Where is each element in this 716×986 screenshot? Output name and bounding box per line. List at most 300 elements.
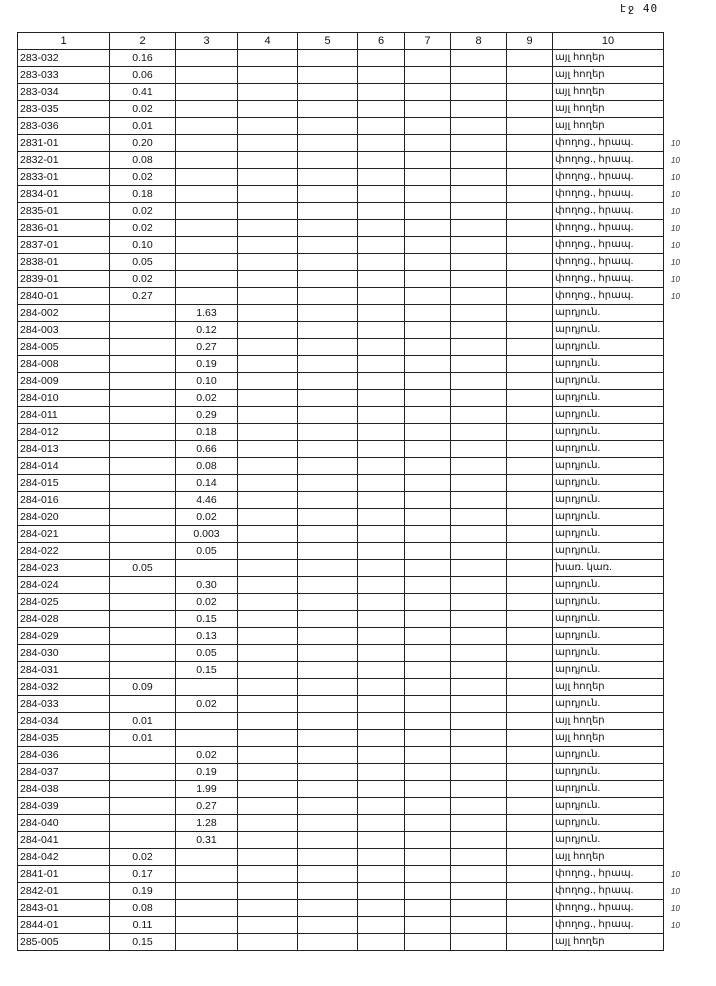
column-header-9: 9 bbox=[507, 33, 553, 50]
col5-cell bbox=[298, 900, 358, 917]
parcel-code-cell: 283-033 bbox=[18, 67, 110, 84]
col8-cell bbox=[451, 594, 507, 611]
parcel-code-cell: 2835-01 bbox=[18, 203, 110, 220]
col8-cell bbox=[451, 696, 507, 713]
table-row bbox=[18, 900, 664, 917]
table-row bbox=[18, 169, 664, 186]
col2-value-cell: 0.02 bbox=[110, 101, 176, 118]
col3-value-cell: 0.10 bbox=[176, 373, 238, 390]
table-row bbox=[18, 288, 664, 305]
col4-cell bbox=[238, 679, 298, 696]
col3-value-cell: 0.19 bbox=[176, 764, 238, 781]
col8-cell bbox=[451, 407, 507, 424]
col5-cell bbox=[298, 237, 358, 254]
col4-cell bbox=[238, 305, 298, 322]
table-row bbox=[18, 645, 664, 662]
land-use-cell: արդյուն. bbox=[553, 764, 664, 781]
land-use-cell: այլ հողեր bbox=[553, 849, 664, 866]
land-use-cell: արդյուն. bbox=[553, 407, 664, 424]
col6-cell bbox=[358, 577, 405, 594]
parcel-code-cell: 284-028 bbox=[18, 611, 110, 628]
col9-cell bbox=[507, 441, 553, 458]
parcel-code-cell: 284-010 bbox=[18, 390, 110, 407]
table-row bbox=[18, 424, 664, 441]
col2-value-cell bbox=[110, 594, 176, 611]
table-row bbox=[18, 509, 664, 526]
col3-value-cell bbox=[176, 849, 238, 866]
col4-cell bbox=[238, 849, 298, 866]
parcel-code-cell: 284-034 bbox=[18, 713, 110, 730]
col5-cell bbox=[298, 577, 358, 594]
col2-value-cell: 0.19 bbox=[110, 883, 176, 900]
col6-cell bbox=[358, 849, 405, 866]
col5-cell bbox=[298, 679, 358, 696]
col9-cell bbox=[507, 662, 553, 679]
table-row bbox=[18, 798, 664, 815]
col5-cell bbox=[298, 543, 358, 560]
col3-value-cell: 0.27 bbox=[176, 339, 238, 356]
col2-value-cell bbox=[110, 390, 176, 407]
land-use-cell: արդյուն. bbox=[553, 390, 664, 407]
col7-cell bbox=[405, 424, 451, 441]
parcel-code-cell: 284-036 bbox=[18, 747, 110, 764]
col4-cell bbox=[238, 322, 298, 339]
land-use-cell: արդյուն. bbox=[553, 696, 664, 713]
col5-cell bbox=[298, 203, 358, 220]
col2-value-cell bbox=[110, 815, 176, 832]
col2-value-cell bbox=[110, 526, 176, 543]
col8-cell bbox=[451, 509, 507, 526]
col3-value-cell: 0.15 bbox=[176, 611, 238, 628]
col7-cell bbox=[405, 611, 451, 628]
col8-cell bbox=[451, 730, 507, 747]
col6-cell bbox=[358, 509, 405, 526]
col9-cell bbox=[507, 611, 553, 628]
col9-cell bbox=[507, 424, 553, 441]
col3-value-cell: 1.99 bbox=[176, 781, 238, 798]
col9-cell bbox=[507, 764, 553, 781]
col8-cell bbox=[451, 900, 507, 917]
col5-cell bbox=[298, 492, 358, 509]
table-row bbox=[18, 203, 664, 220]
col4-cell bbox=[238, 441, 298, 458]
col4-cell bbox=[238, 764, 298, 781]
col5-cell bbox=[298, 475, 358, 492]
col5-cell bbox=[298, 849, 358, 866]
col4-cell bbox=[238, 203, 298, 220]
col4-cell bbox=[238, 373, 298, 390]
col3-value-cell: 0.05 bbox=[176, 543, 238, 560]
land-use-cell: այլ հողեր bbox=[553, 118, 664, 135]
table-row bbox=[18, 373, 664, 390]
col7-cell bbox=[405, 441, 451, 458]
col5-cell bbox=[298, 152, 358, 169]
col7-cell bbox=[405, 526, 451, 543]
col4-cell bbox=[238, 492, 298, 509]
col3-value-cell bbox=[176, 118, 238, 135]
col5-cell bbox=[298, 866, 358, 883]
col7-cell bbox=[405, 271, 451, 288]
col2-value-cell: 0.05 bbox=[110, 560, 176, 577]
col9-cell bbox=[507, 713, 553, 730]
col5-cell bbox=[298, 305, 358, 322]
col9-cell bbox=[507, 186, 553, 203]
col7-cell bbox=[405, 203, 451, 220]
col7-cell bbox=[405, 135, 451, 152]
col2-value-cell: 0.02 bbox=[110, 203, 176, 220]
col9-cell bbox=[507, 50, 553, 67]
land-use-cell: արդյուն. bbox=[553, 373, 664, 390]
col5-cell bbox=[298, 560, 358, 577]
col6-cell bbox=[358, 730, 405, 747]
col3-value-cell bbox=[176, 152, 238, 169]
col3-value-cell: 4.46 bbox=[176, 492, 238, 509]
col2-value-cell bbox=[110, 628, 176, 645]
col2-value-cell bbox=[110, 424, 176, 441]
margin-mark: 10 bbox=[671, 224, 680, 233]
col6-cell bbox=[358, 611, 405, 628]
col6-cell bbox=[358, 356, 405, 373]
col9-cell bbox=[507, 237, 553, 254]
col2-value-cell bbox=[110, 458, 176, 475]
col6-cell bbox=[358, 798, 405, 815]
col7-cell bbox=[405, 560, 451, 577]
margin-mark: 10 bbox=[671, 190, 680, 199]
col2-value-cell: 0.01 bbox=[110, 118, 176, 135]
col2-value-cell: 0.18 bbox=[110, 186, 176, 203]
col4-cell bbox=[238, 339, 298, 356]
col3-value-cell bbox=[176, 101, 238, 118]
col6-cell bbox=[358, 594, 405, 611]
col3-value-cell: 0.13 bbox=[176, 628, 238, 645]
col8-cell bbox=[451, 815, 507, 832]
col4-cell bbox=[238, 883, 298, 900]
col2-value-cell: 0.11 bbox=[110, 917, 176, 934]
col6-cell bbox=[358, 458, 405, 475]
col7-cell bbox=[405, 849, 451, 866]
col9-cell bbox=[507, 628, 553, 645]
col6-cell bbox=[358, 883, 405, 900]
table-row bbox=[18, 492, 664, 509]
col5-cell bbox=[298, 764, 358, 781]
table-row bbox=[18, 237, 664, 254]
col4-cell bbox=[238, 645, 298, 662]
col8-cell bbox=[451, 645, 507, 662]
land-use-cell: արդյուն. bbox=[553, 543, 664, 560]
col3-value-cell: 0.19 bbox=[176, 356, 238, 373]
col2-value-cell: 0.41 bbox=[110, 84, 176, 101]
col7-cell bbox=[405, 254, 451, 271]
col8-cell bbox=[451, 679, 507, 696]
parcel-code-cell: 284-016 bbox=[18, 492, 110, 509]
col2-value-cell: 0.06 bbox=[110, 67, 176, 84]
col6-cell bbox=[358, 662, 405, 679]
col6-cell bbox=[358, 475, 405, 492]
col5-cell bbox=[298, 118, 358, 135]
col2-value-cell bbox=[110, 611, 176, 628]
col5-cell bbox=[298, 934, 358, 951]
col4-cell bbox=[238, 611, 298, 628]
col7-cell bbox=[405, 67, 451, 84]
col8-cell bbox=[451, 152, 507, 169]
column-header-8: 8 bbox=[451, 33, 507, 50]
col5-cell bbox=[298, 713, 358, 730]
col7-cell bbox=[405, 475, 451, 492]
parcel-code-cell: 284-009 bbox=[18, 373, 110, 390]
col4-cell bbox=[238, 237, 298, 254]
land-use-cell: արդյուն. bbox=[553, 594, 664, 611]
col2-value-cell bbox=[110, 543, 176, 560]
margin-mark: 10 bbox=[671, 870, 680, 879]
col9-cell bbox=[507, 577, 553, 594]
col6-cell bbox=[358, 900, 405, 917]
land-use-cell: փողոց., հրապ. bbox=[553, 917, 664, 934]
col5-cell bbox=[298, 322, 358, 339]
col6-cell bbox=[358, 815, 405, 832]
col9-cell bbox=[507, 509, 553, 526]
col6-cell bbox=[358, 288, 405, 305]
col5-cell bbox=[298, 373, 358, 390]
land-use-cell: այլ հողեր bbox=[553, 730, 664, 747]
col2-value-cell bbox=[110, 798, 176, 815]
col8-cell bbox=[451, 339, 507, 356]
col7-cell bbox=[405, 169, 451, 186]
col6-cell bbox=[358, 679, 405, 696]
col6-cell bbox=[358, 322, 405, 339]
col5-cell bbox=[298, 271, 358, 288]
table-row bbox=[18, 696, 664, 713]
col4-cell bbox=[238, 543, 298, 560]
col4-cell bbox=[238, 84, 298, 101]
col8-cell bbox=[451, 101, 507, 118]
land-use-cell: արդյուն. bbox=[553, 645, 664, 662]
table-row bbox=[18, 339, 664, 356]
land-use-cell: արդյուն. bbox=[553, 798, 664, 815]
col5-cell bbox=[298, 798, 358, 815]
col5-cell bbox=[298, 645, 358, 662]
col3-value-cell: 0.18 bbox=[176, 424, 238, 441]
col9-cell bbox=[507, 407, 553, 424]
col4-cell bbox=[238, 815, 298, 832]
col7-cell bbox=[405, 713, 451, 730]
col9-cell bbox=[507, 883, 553, 900]
col8-cell bbox=[451, 577, 507, 594]
land-use-cell: արդյուն. bbox=[553, 509, 664, 526]
col2-value-cell: 0.05 bbox=[110, 254, 176, 271]
col3-value-cell bbox=[176, 237, 238, 254]
col9-cell bbox=[507, 339, 553, 356]
col5-cell bbox=[298, 339, 358, 356]
col9-cell bbox=[507, 917, 553, 934]
land-use-cell: արդյուն. bbox=[553, 305, 664, 322]
col9-cell bbox=[507, 356, 553, 373]
col4-cell bbox=[238, 917, 298, 934]
col2-value-cell bbox=[110, 696, 176, 713]
col2-value-cell bbox=[110, 356, 176, 373]
table-row bbox=[18, 390, 664, 407]
col9-cell bbox=[507, 101, 553, 118]
col6-cell bbox=[358, 135, 405, 152]
col6-cell bbox=[358, 407, 405, 424]
parcel-code-cell: 284-041 bbox=[18, 832, 110, 849]
col8-cell bbox=[451, 169, 507, 186]
col2-value-cell bbox=[110, 781, 176, 798]
col2-value-cell bbox=[110, 475, 176, 492]
col7-cell bbox=[405, 577, 451, 594]
margin-mark: 10 bbox=[671, 904, 680, 913]
col8-cell bbox=[451, 798, 507, 815]
parcel-code-cell: 2841-01 bbox=[18, 866, 110, 883]
col9-cell bbox=[507, 169, 553, 186]
parcel-code-cell: 283-035 bbox=[18, 101, 110, 118]
col8-cell bbox=[451, 764, 507, 781]
col2-value-cell: 0.08 bbox=[110, 152, 176, 169]
col9-cell bbox=[507, 543, 553, 560]
land-use-cell: փողոց., հրապ. bbox=[553, 152, 664, 169]
col5-cell bbox=[298, 832, 358, 849]
col8-cell bbox=[451, 305, 507, 322]
col2-value-cell bbox=[110, 492, 176, 509]
land-use-cell: արդյուն. bbox=[553, 611, 664, 628]
col4-cell bbox=[238, 458, 298, 475]
col9-cell bbox=[507, 696, 553, 713]
land-use-cell: փողոց., հրապ. bbox=[553, 186, 664, 203]
col6-cell bbox=[358, 543, 405, 560]
col8-cell bbox=[451, 186, 507, 203]
col4-cell bbox=[238, 730, 298, 747]
parcel-code-cell: 284-020 bbox=[18, 509, 110, 526]
col6-cell bbox=[358, 203, 405, 220]
col7-cell bbox=[405, 492, 451, 509]
parcel-code-cell: 284-037 bbox=[18, 764, 110, 781]
col2-value-cell: 0.02 bbox=[110, 271, 176, 288]
land-use-cell: արդյուն. bbox=[553, 492, 664, 509]
land-use-cell: փողոց., հրապ. bbox=[553, 883, 664, 900]
table-body bbox=[18, 50, 664, 951]
col5-cell bbox=[298, 730, 358, 747]
col3-value-cell: 0.05 bbox=[176, 645, 238, 662]
col4-cell bbox=[238, 798, 298, 815]
col7-cell bbox=[405, 917, 451, 934]
table-row bbox=[18, 458, 664, 475]
col3-value-cell bbox=[176, 679, 238, 696]
col6-cell bbox=[358, 560, 405, 577]
table-row bbox=[18, 883, 664, 900]
land-use-cell: արդյուն. bbox=[553, 322, 664, 339]
col3-value-cell bbox=[176, 254, 238, 271]
col4-cell bbox=[238, 509, 298, 526]
land-use-cell: արդյուն. bbox=[553, 747, 664, 764]
parcel-code-cell: 2840-01 bbox=[18, 288, 110, 305]
table-row bbox=[18, 475, 664, 492]
col7-cell bbox=[405, 50, 451, 67]
col2-value-cell: 0.10 bbox=[110, 237, 176, 254]
col9-cell bbox=[507, 390, 553, 407]
table-row bbox=[18, 832, 664, 849]
land-use-cell: արդյուն. bbox=[553, 662, 664, 679]
col7-cell bbox=[405, 220, 451, 237]
col6-cell bbox=[358, 84, 405, 101]
table-row bbox=[18, 679, 664, 696]
col2-value-cell bbox=[110, 339, 176, 356]
col8-cell bbox=[451, 475, 507, 492]
parcel-code-cell: 2843-01 bbox=[18, 900, 110, 917]
col5-cell bbox=[298, 509, 358, 526]
col3-value-cell: 1.63 bbox=[176, 305, 238, 322]
col8-cell bbox=[451, 458, 507, 475]
parcel-code-cell: 284-029 bbox=[18, 628, 110, 645]
col8-cell bbox=[451, 50, 507, 67]
col6-cell bbox=[358, 339, 405, 356]
table-row bbox=[18, 305, 664, 322]
table-row bbox=[18, 594, 664, 611]
col5-cell bbox=[298, 67, 358, 84]
col6-cell bbox=[358, 424, 405, 441]
col8-cell bbox=[451, 271, 507, 288]
land-use-cell: արդյուն. bbox=[553, 526, 664, 543]
column-header-10: 10 bbox=[553, 33, 664, 50]
col4-cell bbox=[238, 118, 298, 135]
margin-mark: 10 bbox=[671, 241, 680, 250]
col6-cell bbox=[358, 645, 405, 662]
col7-cell bbox=[405, 900, 451, 917]
col9-cell bbox=[507, 288, 553, 305]
parcel-code-cell: 284-024 bbox=[18, 577, 110, 594]
col2-value-cell: 0.16 bbox=[110, 50, 176, 67]
table-row bbox=[18, 271, 664, 288]
col6-cell bbox=[358, 373, 405, 390]
col7-cell bbox=[405, 101, 451, 118]
col3-value-cell bbox=[176, 50, 238, 67]
col7-cell bbox=[405, 186, 451, 203]
col2-value-cell: 0.20 bbox=[110, 135, 176, 152]
col8-cell bbox=[451, 237, 507, 254]
col3-value-cell bbox=[176, 713, 238, 730]
parcel-code-cell: 284-022 bbox=[18, 543, 110, 560]
table-row bbox=[18, 322, 664, 339]
table-row bbox=[18, 917, 664, 934]
parcel-code-cell: 284-039 bbox=[18, 798, 110, 815]
col8-cell bbox=[451, 713, 507, 730]
col3-value-cell: 0.08 bbox=[176, 458, 238, 475]
col3-value-cell: 0.66 bbox=[176, 441, 238, 458]
land-use-cell: փողոց., հրապ. bbox=[553, 271, 664, 288]
table-row bbox=[18, 186, 664, 203]
table-row bbox=[18, 526, 664, 543]
col2-value-cell bbox=[110, 662, 176, 679]
col5-cell bbox=[298, 169, 358, 186]
col7-cell bbox=[405, 594, 451, 611]
col8-cell bbox=[451, 203, 507, 220]
parcel-code-cell: 2834-01 bbox=[18, 186, 110, 203]
table-row bbox=[18, 101, 664, 118]
table-row bbox=[18, 577, 664, 594]
table-row bbox=[18, 628, 664, 645]
col9-cell bbox=[507, 594, 553, 611]
col3-value-cell: 1.28 bbox=[176, 815, 238, 832]
col3-value-cell: 0.003 bbox=[176, 526, 238, 543]
col2-value-cell bbox=[110, 373, 176, 390]
table-row bbox=[18, 730, 664, 747]
col3-value-cell bbox=[176, 220, 238, 237]
col3-value-cell bbox=[176, 84, 238, 101]
col9-cell bbox=[507, 458, 553, 475]
col9-cell bbox=[507, 152, 553, 169]
col3-value-cell: 0.02 bbox=[176, 594, 238, 611]
col4-cell bbox=[238, 526, 298, 543]
col7-cell bbox=[405, 798, 451, 815]
col7-cell bbox=[405, 152, 451, 169]
